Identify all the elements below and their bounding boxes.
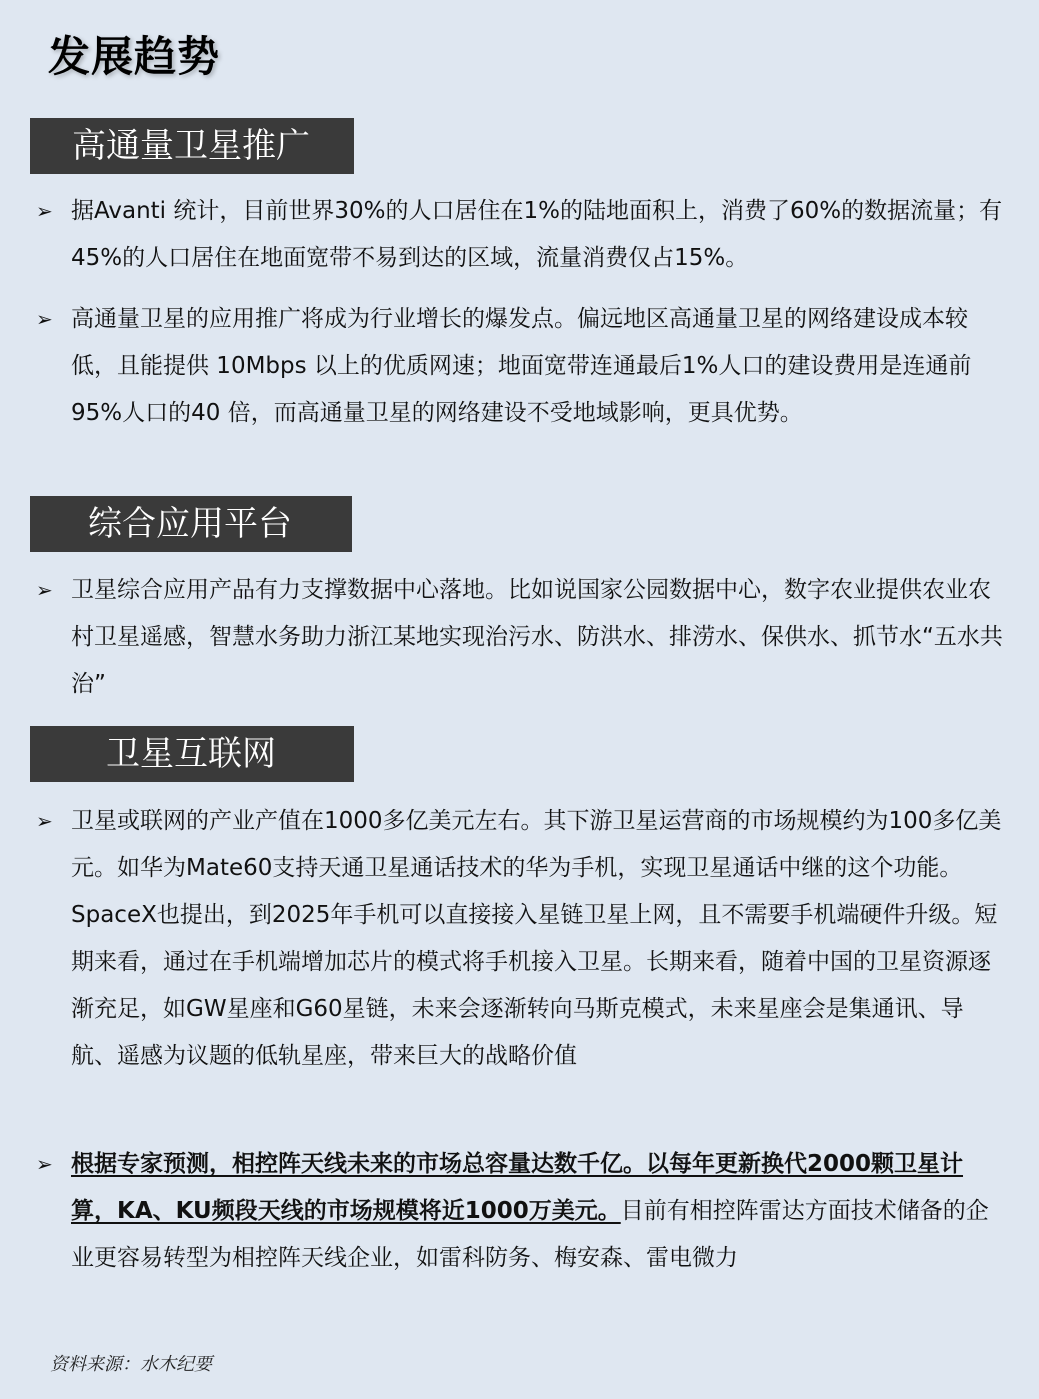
bullet-text-rest: 目前有相控阵雷达方面技术储备的企业更容易转型为相控阵天线企业，如雷科防务、梅安森、雷电微力 — [71, 1198, 989, 1271]
emphasized-forecast-text: 根据专家预测，相控阵天线未来的市场总容量达数千亿。以每年更新换代2000颗卫星计算，KA、KU频段天线的市场规模将近1000万美元。 — [71, 1151, 964, 1224]
list-item — [36, 188, 1004, 282]
list-item — [36, 1141, 1004, 1282]
arrow-bullet-icon: ➢ — [36, 809, 53, 833]
arrow-bullet-icon: ➢ — [36, 307, 53, 331]
list-item — [36, 798, 1004, 1080]
arrow-bullet-icon: ➢ — [36, 1152, 53, 1176]
section-header-integrated-platform: 综合应用平台 — [30, 496, 352, 552]
arrow-bullet-icon: ➢ — [36, 199, 53, 223]
section-header-high-throughput: 高通量卫星推广 — [30, 118, 354, 174]
bullet-text: 卫星或联网的产业产值在1000多亿美元左右。其下游卫星运营商的市场规模约为100多亿美元。如华为Mate60支持天通卫星通话技术的华为手机，实现卫星通话中继的这个功能。SpaceX也提出，到2025年手机可以直接接入星链卫星上网，且不需要手机端硬件升级。短期来看，通过在手机端增加芯片的模式将手机接入卫星。长期来看，随着中国的卫星资源逐渐充足，如GW星座和G60星链，未来会逐渐转向马斯克模式，未来星座会是集通讯、导航、遥感为议题的低轨星座，带来巨大的战略价值 — [71, 808, 1002, 1069]
list-item — [36, 296, 1004, 437]
list-item — [36, 567, 1004, 708]
bullet-text: 据Avanti 统计，目前世界30%的人口居住在1%的陆地面积上，消费了60%的数据流量；有45%的人口居住在地面宽带不易到达的区域，流量消费仅占15%。 — [71, 198, 1003, 271]
arrow-bullet-icon: ➢ — [36, 578, 53, 602]
source-note: 资料来源：水木纪要 — [50, 1354, 212, 1375]
bullet-text: 高通量卫星的应用推广将成为行业增长的爆发点。偏远地区高通量卫星的网络建设成本较低，且能提供 10Mbps 以上的优质网速；地面宽带连通最后1%人口的建设费用是连通前95%人口的40 倍，而高通量卫星的网络建设不受地域影响，更具优势。 — [71, 306, 972, 426]
bullet-text: 卫星综合应用产品有力支撑数据中心落地。比如说国家公园数据中心，数字农业提供农业农村卫星遥感，智慧水务助力浙江某地实现治污水、防洪水、排涝水、保供水、抓节水“五水共治” — [71, 577, 1003, 697]
section-header-satellite-internet: 卫星互联网 — [30, 726, 354, 782]
page-title: 发展趋势 — [48, 32, 221, 81]
bullet-text — [71, 1141, 1004, 1282]
